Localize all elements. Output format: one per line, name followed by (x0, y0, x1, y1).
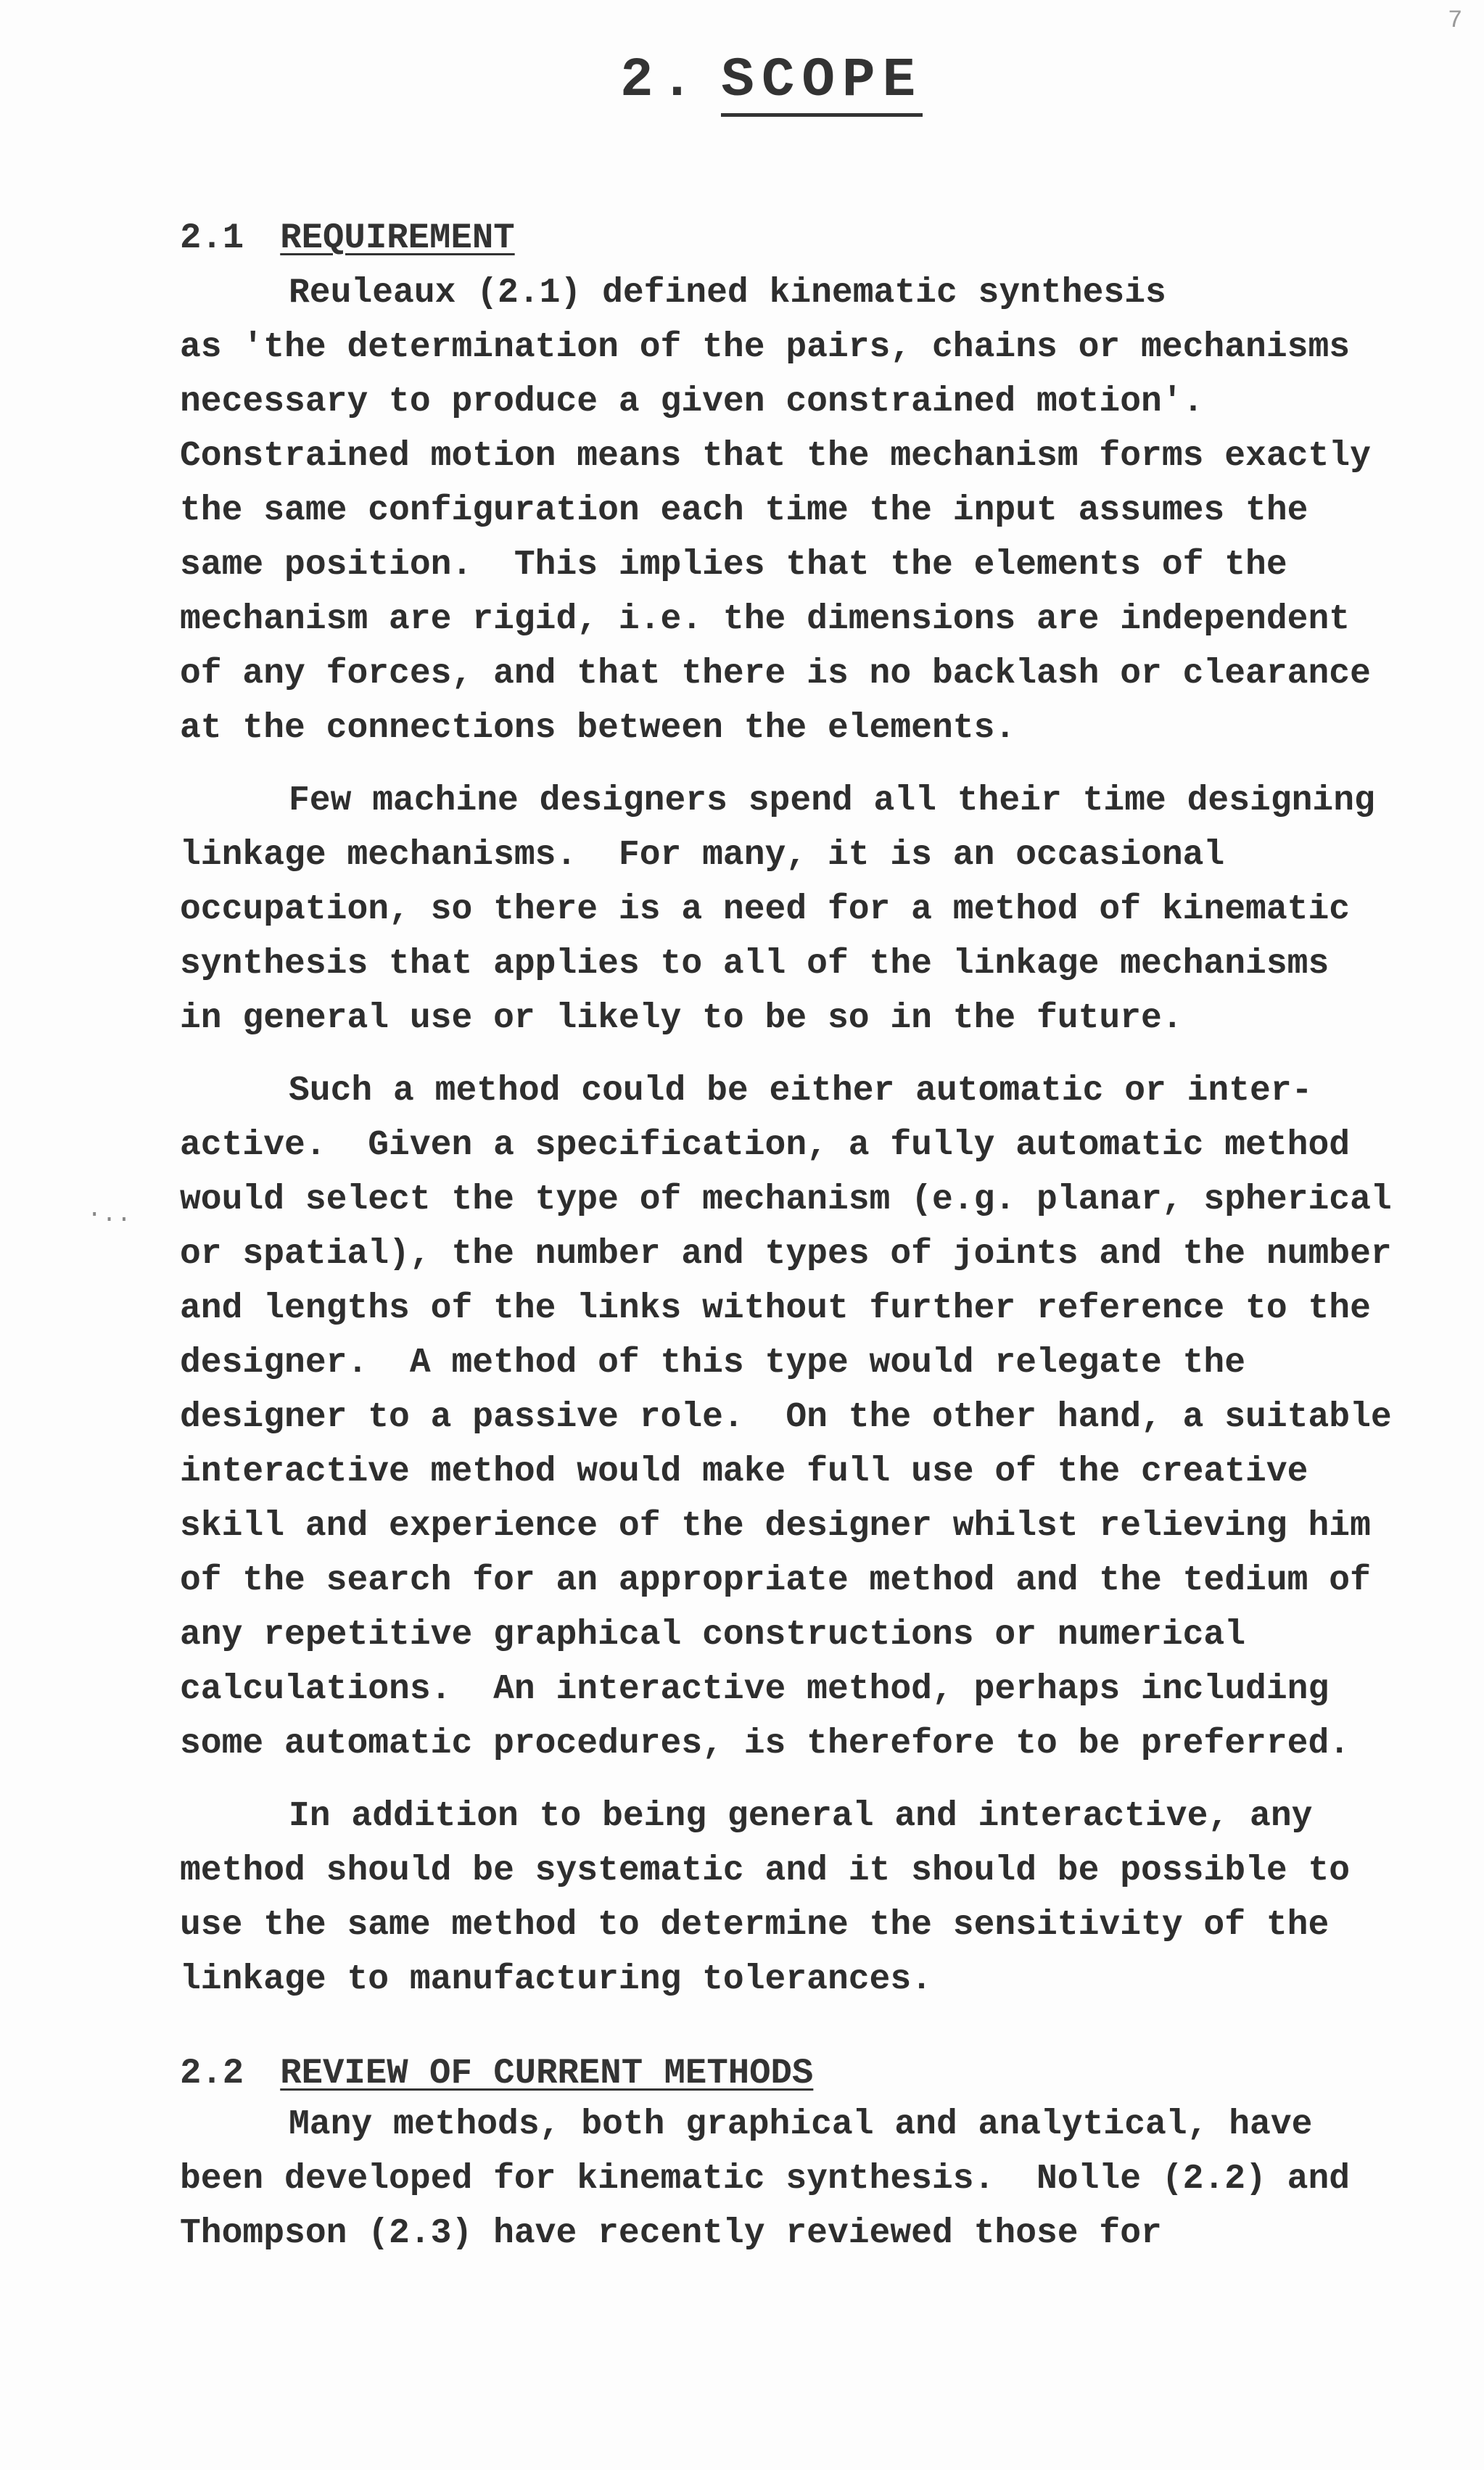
page-corner-mark: 7 (1448, 7, 1463, 35)
text-line: synthesis that applies to all of the linkage mechanisms (180, 944, 1330, 984)
text-line: skill and experience of the designer whilst relieving him (180, 1507, 1371, 1546)
section-heading-2-2 (180, 2053, 813, 2094)
text-line: Reuleaux (2.1) defined kinematic synthesis (289, 273, 1166, 313)
text-line: the same configuration each time the input assumes the (180, 491, 1308, 530)
text-line: calculations. An interactive method, perhaps including (180, 1670, 1330, 1709)
text-line: linkage to manufacturing tolerances. (180, 1960, 932, 1999)
chapter-title: SCOPE (721, 49, 923, 117)
text-line: would select the type of mechanism (e.g. planar, spherical (180, 1180, 1392, 1219)
text-line: use the same method to determine the sensitivity of the (180, 1906, 1330, 1945)
section-heading-2-1 (180, 218, 515, 258)
text-line: Such a method could be either automatic or inter- (289, 1071, 1313, 1111)
text-line: of the search for an appropriate method and the tedium of (180, 1561, 1371, 1600)
section-title: REQUIREMENT (280, 218, 515, 258)
chapter-heading (620, 49, 923, 117)
text-line: in general use or likely to be so in the future. (180, 999, 1183, 1038)
text-line: interactive method would make full use of the creative (180, 1452, 1308, 1491)
text-line: same position. This implies that the elements of the (180, 546, 1287, 585)
text-line: designer to a passive role. On the other hand, a suitable (180, 1398, 1392, 1437)
text-line: Many methods, both graphical and analytical, have (289, 2105, 1313, 2144)
text-line: or spatial), the number and types of joints and the number (180, 1235, 1392, 1274)
section-number: 2.1 (180, 218, 244, 258)
text-line: necessary to produce a given constrained motion'. (180, 382, 1204, 421)
section-number: 2.2 (180, 2053, 244, 2094)
text-line: some automatic procedures, is therefore to be preferred. (180, 1724, 1351, 1763)
text-line: designer. A method of this type would relegate the (180, 1343, 1246, 1383)
text-line: and lengths of the links without further reference to the (180, 1289, 1371, 1328)
text-line: linkage mechanisms. For many, it is an occasional (180, 836, 1225, 875)
text-line: method should be systematic and it should be possible to (180, 1851, 1351, 1890)
text-line: been developed for kinematic synthesis. Nolle (2.2) and (180, 2160, 1351, 2199)
text-line: Few machine designers spend all their time designing (289, 781, 1375, 820)
section-title: REVIEW OF CURRENT METHODS (280, 2053, 814, 2094)
text-line: any repetitive graphical constructions or numerical (180, 1615, 1246, 1655)
chapter-number: 2. (620, 49, 701, 112)
text-line: Thompson (2.3) have recently reviewed those for (180, 2214, 1162, 2253)
text-line: occupation, so there is a need for a method of kinematic (180, 890, 1351, 929)
text-line: Constrained motion means that the mechanism forms exactly (180, 437, 1371, 476)
text-line: of any forces, and that there is no backlash or clearance (180, 654, 1371, 693)
margin-dots: ·.. (87, 1201, 132, 1229)
text-line: as 'the determination of the pairs, chains or mechanisms (180, 328, 1351, 367)
text-line: active. Given a specification, a fully automatic method (180, 1126, 1351, 1165)
text-line: In addition to being general and interactive, any (289, 1797, 1313, 1836)
text-line: mechanism are rigid, i.e. the dimensions are independent (180, 600, 1351, 639)
text-line: at the connections between the elements. (180, 709, 1016, 748)
